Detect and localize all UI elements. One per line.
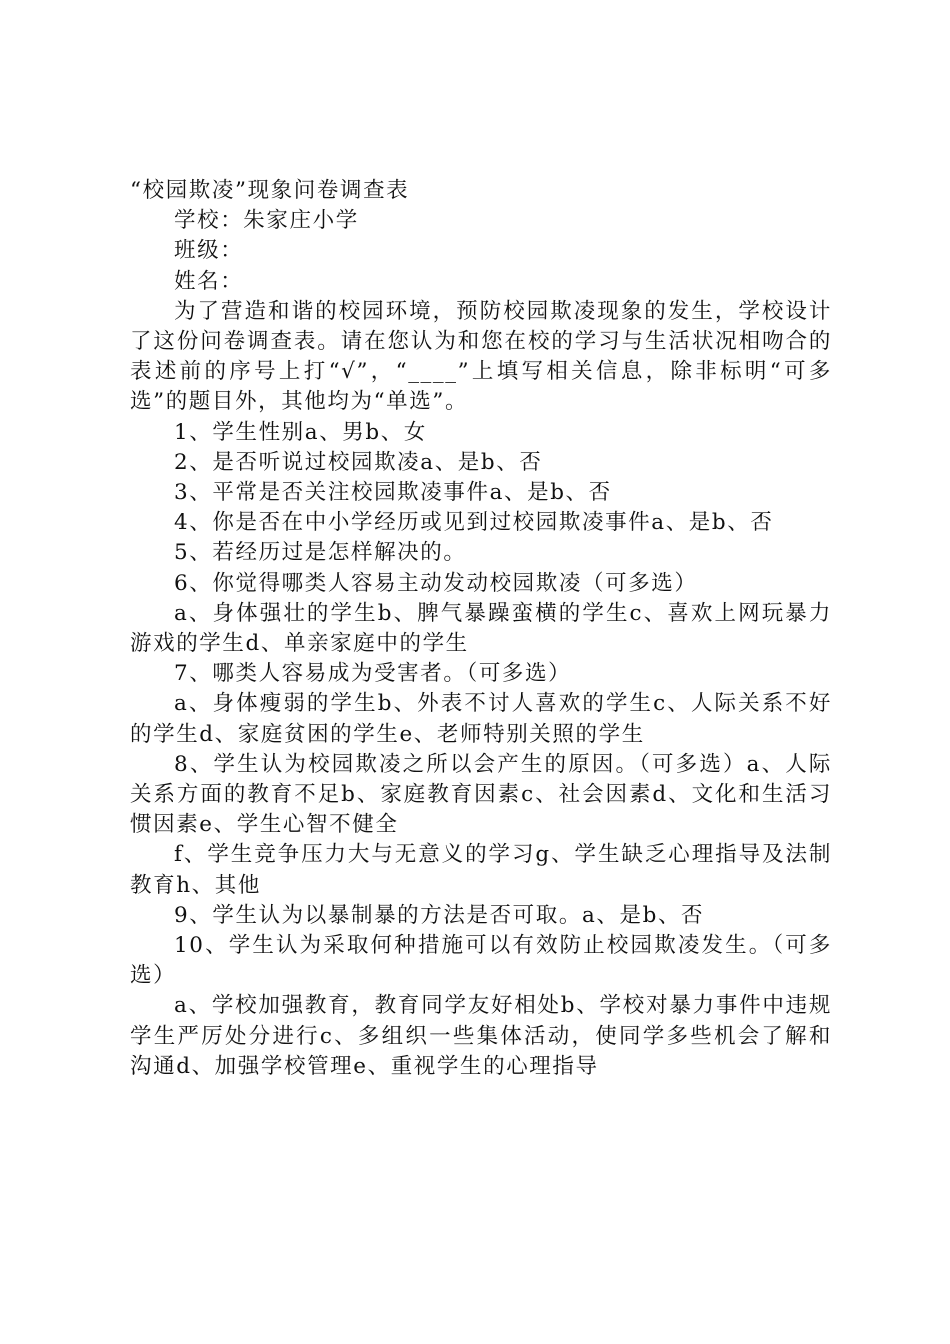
question-3: 3、平常是否关注校园欺凌事件a、是b、否 — [174, 480, 612, 506]
document-title: “校园欺凌”现象问卷调查表 — [130, 178, 410, 203]
question-7-options: a、身体瘦弱的学生b、外表不讨人喜欢的学生c、人际关系不好的学生d、家庭贫困的学生e、老师特别关照的学生 — [130, 691, 832, 747]
question-10: 10、学生认为采取何种措施可以有效防止校园欺凌发生。（可多选） — [130, 933, 832, 989]
name-field: 姓名： — [174, 268, 244, 294]
question-1: 1、学生性别a、男b、女 — [174, 419, 427, 445]
question-9: 9、学生认为以暴制暴的方法是否可取。a、是b、否 — [174, 902, 705, 928]
question-10-options: a、学校加强教育，教育同学友好相处b、学校对暴力事件中违规学生严厉处分进行c、多组织一些集体活动，使同学多些机会了解和沟通d、加强学校管理e、重视学生的心理指导 — [130, 993, 832, 1079]
school-field: 学校：朱家庄小学 — [174, 208, 359, 234]
question-5: 5、若经历过是怎样解决的。 — [174, 540, 467, 566]
question-6-options: a、身体强壮的学生b、脾气暴躁蛮横的学生c、喜欢上网玩暴力游戏的学生d、单亲家庭中的学生 — [130, 600, 832, 657]
document-body — [130, 176, 832, 1082]
question-7: 7、哪类人容易成为受害者。（可多选） — [174, 661, 572, 687]
question-2: 2、是否听说过校园欺凌a、是b、否 — [174, 449, 543, 475]
question-4: 4、你是否在中小学经历或见到过校园欺凌事件a、是b、否 — [174, 510, 774, 536]
question-8: 8、学生认为校园欺凌之所以会产生的原因。（可多选）a、人际关系方面的教育不足b、家庭教育因素c、社会因素d、文化和生活习惯因素e、学生心智不健全 — [130, 751, 832, 838]
class-field: 班级： — [174, 238, 244, 264]
intro-paragraph: 为了营造和谐的校园环境，预防校园欺凌现象的发生，学校设计了这份问卷调查表。请在您认为和您在校的学习与生活状况相吻合的表述前的序号上打“√”，“____”上填写相关信息，除非标明“可多选”的题目外，其他均为“单选”。 — [130, 298, 832, 415]
question-8-options-more: f、学生竞争压力大与无意义的学习g、学生缺乏心理指导及法制教育h、其他 — [130, 842, 832, 898]
question-6: 6、你觉得哪类人容易主动发动校园欺凌（可多选） — [174, 570, 698, 596]
